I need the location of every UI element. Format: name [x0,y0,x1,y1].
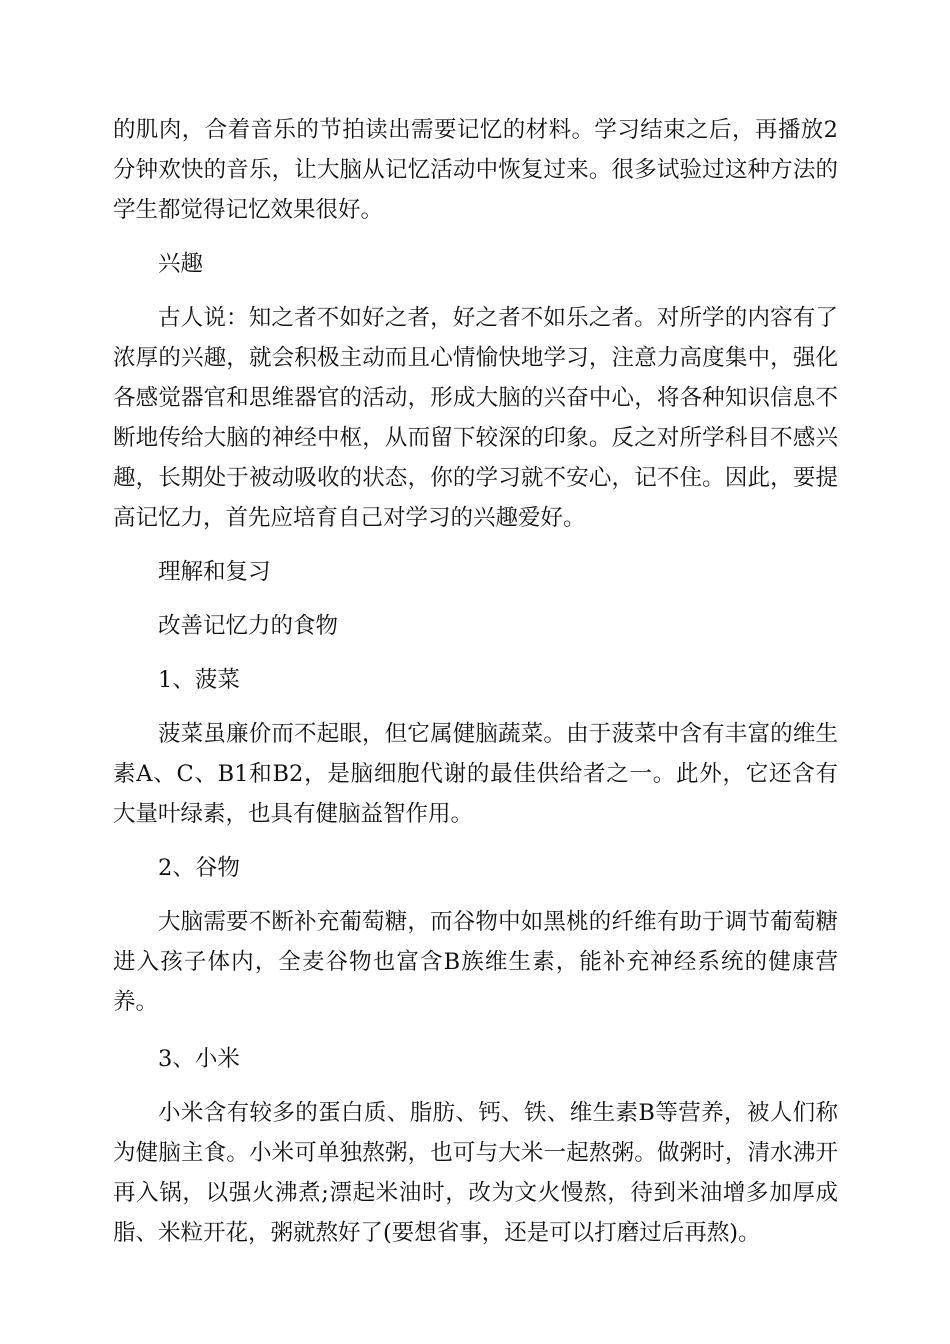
paragraph-grain: 大脑需要不断补充葡萄糖，而谷物中如黑桃的纤维有助于调节葡萄糖进入孩子体内，全麦谷物也富含B族维生素，能补充神经系统的健康营养。 [113,909,838,1015]
heading-grain: 2、谷物 [158,855,240,881]
heading-millet: 3、小米 [158,1046,240,1072]
paragraph-spinach: 菠菜虽廉价而不起眼，但它属健脑蔬菜。由于菠菜中含有丰富的维生素A、C、B1和B2，是脑细胞代谢的最佳供给者之一。此外，它还含有大量叶绿素，也具有健脑益智作用。 [113,721,838,827]
paragraph-interest: 古人说：知之者不如好之者，好之者不如乐之者。对所学的内容有了浓厚的兴趣，就会积极主动而且心情愉快地学习，注意力高度集中，强化各感觉器官和思维器官的活动，形成大脑的兴奋中心，将各种知识信息不断地传给大脑的神经中枢，从而留下较深的印象。反之对所学科目不感兴趣，长期处于被动吸收的状态，你的学习就不安心，记不住。因此，要提高记忆力，首先应培育自己对学习的兴趣爱好。 [113,305,838,531]
heading-memory-foods: 改善记忆力的食物 [158,613,339,639]
heading-understanding-review: 理解和复习 [158,559,271,585]
paragraph-music-method: 的肌肉，合着音乐的节拍读出需要记忆的材料。学习结束之后，再播放2分钟欢快的音乐，让大脑从记忆活动中恢复过来。很多试验过这种方法的学生都觉得记忆效果很好。 [113,117,838,223]
paragraph-millet: 小米含有较多的蛋白质、脂肪、钙、铁、维生素B等营养，被人们称为健脑主食。小米可单独熬粥，也可与大米一起熬粥。做粥时，清水沸开再入锅，以强火沸煮;漂起米油时，改为文火慢熬，待到米油增多加厚成脂、米粒开花，粥就熬好了(要想省事，还是可以打磨过后再熬)。 [113,1100,838,1246]
heading-spinach: 1、菠菜 [158,667,240,693]
document-page [113,110,838,1253]
heading-interest: 兴趣 [158,251,204,277]
